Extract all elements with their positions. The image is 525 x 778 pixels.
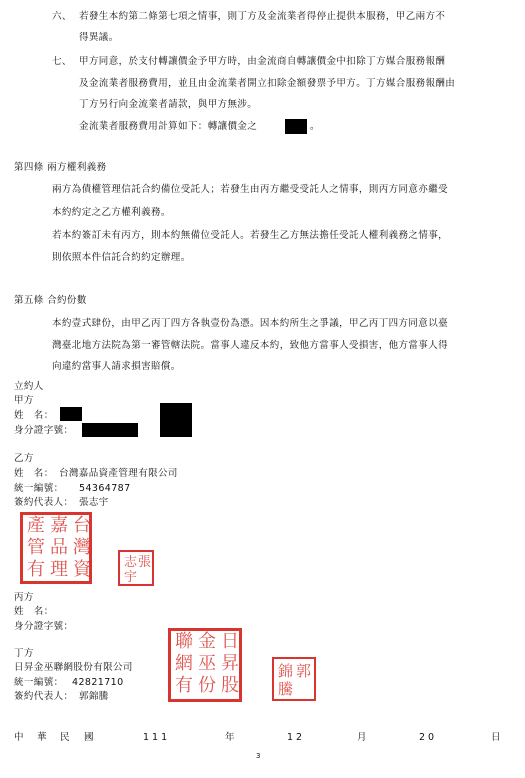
party-d-company: 日昇金巫聯網股份有限公司 — [14, 662, 133, 673]
redaction-box — [60, 407, 82, 421]
item6-text-line: 得異議。 — [79, 32, 119, 43]
date-month-unit: 月 — [357, 732, 367, 743]
seal-char: 品 — [50, 537, 68, 558]
article4-text-line: 兩方為債權管理信託合約備位受託人；若發生由丙方繼受受託人之情事，則丙方同意亦繼受 — [52, 184, 449, 195]
article5-text-line: 灣臺北地方法院為第一審管轄法院。當事人違反本約，致他方當事人受損害，他方當事人得 — [52, 340, 449, 351]
party-b-label: 乙方 — [14, 453, 34, 464]
seal-char: 資 — [73, 559, 91, 580]
seal-char: 巫 — [198, 653, 216, 674]
date-month: 12 — [287, 732, 306, 743]
seal-char: 理 — [50, 559, 68, 580]
date-label-char: 民 — [60, 732, 70, 743]
article4-text-line: 本約約定之乙方權利義務。 — [52, 207, 171, 218]
party-b-tax-value: 54364787 — [79, 483, 131, 494]
date-label-char: 華 — [37, 732, 47, 743]
article-heading: 第四條 兩方權利義務 — [14, 162, 107, 173]
party-c-name-label: 姓 名： — [14, 606, 54, 617]
party-b-rep-label: 簽約代表人： — [14, 497, 74, 508]
seal-char: 聯 — [175, 631, 193, 652]
article5-text-line: 向違約當事人請求損害賠償。 — [52, 361, 181, 372]
date-label-char: 國 — [84, 732, 94, 743]
article4-text-line: 則依照本件信託合約約定辦理。 — [52, 252, 191, 263]
seal-char: 宇 — [124, 570, 138, 585]
item6-text-line: 若發生本約第二條第七項之情事，則丁方及金流業者得停止提供本服務，甲乙兩方不 — [79, 11, 446, 22]
party-b-name-value: 台灣嘉品資產管理有限公司 — [59, 468, 178, 479]
party-d-rep-label: 簽約代表人： — [14, 691, 74, 702]
party-d-tax-value: 42821710 — [72, 677, 124, 688]
signatories-heading: 立約人 — [14, 381, 44, 392]
seal-char: 金 — [198, 631, 216, 652]
article-heading: 第五條 合約份數 — [14, 295, 87, 306]
seal-char: 台 — [73, 515, 91, 536]
company-seal-party-b — [20, 512, 92, 584]
seal-char: 錦 — [278, 662, 294, 680]
page-number: 3 — [256, 752, 261, 760]
seal-char: 志 — [124, 555, 138, 570]
seal-char: 產 — [27, 515, 45, 536]
party-b-tax-label: 統一編號： — [14, 483, 64, 494]
item-number: 七、 — [52, 56, 72, 67]
item7-text-line: 丁方另行向金流業者請款，與甲方無涉。 — [79, 99, 258, 110]
company-seal-party-d — [168, 628, 242, 702]
redaction-box — [160, 403, 192, 437]
item7-text-line: 及金流業者服務費用，並且由金流業者開立扣除金額發票予甲方。丁方媒合服務報酬由 — [79, 78, 456, 89]
item7-fee-line-end: 。 — [310, 121, 320, 132]
seal-char: 有 — [27, 559, 45, 580]
article4-text-line: 若本約簽訂未有丙方，則本約無備位受託人。若發生乙方無法擔任受託人權利義務之情事， — [52, 230, 449, 241]
seal-char: 張 — [138, 555, 152, 570]
date-label-char: 中 — [14, 732, 24, 743]
party-a-name-label: 姓 名： — [14, 410, 54, 421]
party-b-rep-value: 張志宇 — [79, 497, 109, 508]
seal-char: 昇 — [221, 653, 239, 674]
seal-char: 網 — [175, 653, 193, 674]
item-number: 六、 — [52, 11, 72, 22]
party-a-label: 甲方 — [14, 395, 34, 406]
seal-char: 嘉 — [50, 515, 68, 536]
seal-char: 管 — [27, 537, 45, 558]
party-c-id-label: 身分證字號： — [14, 621, 74, 632]
seal-char: 騰 — [278, 680, 294, 698]
party-d-label: 丁方 — [14, 648, 34, 659]
date-year-unit: 年 — [225, 732, 235, 743]
redaction-box — [82, 423, 138, 437]
party-c-label: 丙方 — [14, 592, 34, 603]
article5-text-line: 本約壹式肆份，由甲乙丙丁四方各執壹份為憑。因本約所生之爭議，甲乙丙丁四方同意以臺 — [52, 318, 449, 329]
item7-text-line: 甲方同意，於支付轉讓價金予甲方時，由金流商自轉讓價金中扣除丁方媒合服務報酬 — [79, 56, 446, 67]
seal-char: 份 — [198, 675, 216, 696]
seal-char: 日 — [221, 631, 239, 652]
party-d-rep-value: 郭錦騰 — [79, 691, 109, 702]
party-b-name-label: 姓 名： — [14, 468, 54, 479]
seal-char: 灣 — [73, 537, 91, 558]
party-d-tax-label: 統一編號： — [14, 677, 64, 688]
date-day: 20 — [419, 732, 438, 743]
item7-fee-line: 金流業者服務費用計算如下：轉讓價金之 — [79, 121, 258, 132]
date-year: 111 — [143, 732, 171, 743]
seal-char: 郭 — [296, 662, 312, 680]
seal-char: 有 — [175, 675, 193, 696]
seal-char: 股 — [221, 675, 239, 696]
rep-seal-party-d — [272, 657, 316, 701]
date-day-unit: 日 — [491, 732, 501, 743]
rep-seal-party-b — [118, 550, 154, 586]
redaction-box — [285, 119, 307, 134]
party-a-id-label: 身分證字號： — [14, 425, 74, 436]
